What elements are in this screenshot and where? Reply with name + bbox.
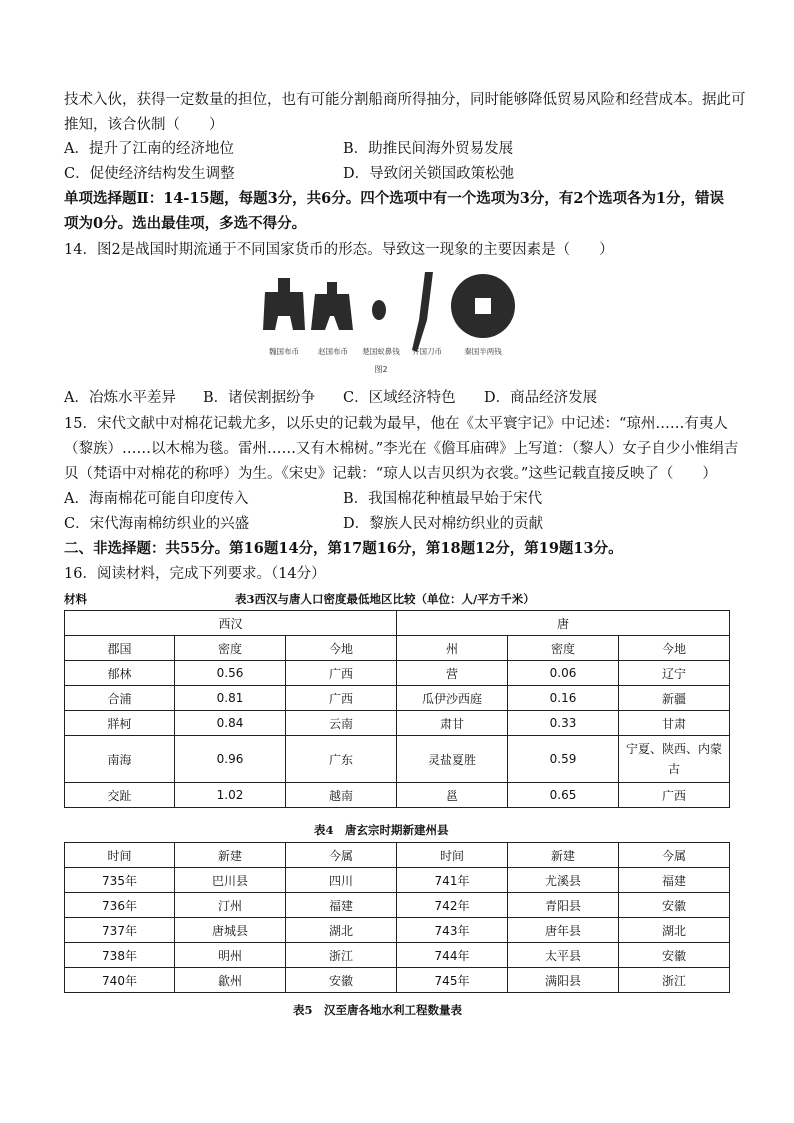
- table-3-column-header: 郡国: [65, 636, 175, 661]
- table-row: [65, 918, 730, 943]
- coin-label-qin: 秦国半两钱: [464, 347, 502, 356]
- table-3: [64, 610, 730, 808]
- table-3-group-header-row: [65, 611, 730, 636]
- table-cell: 郁林: [65, 661, 175, 686]
- table-cell: 0.59: [508, 736, 619, 783]
- table-cell: 安徽: [619, 943, 730, 968]
- coin-label-chu: 楚国蚁鼻钱: [362, 347, 400, 356]
- q14-option-b[interactable]: B．诸侯割据纷争: [203, 390, 316, 406]
- table-4-column-header: 新建: [508, 843, 619, 868]
- table-cell: 湖北: [286, 918, 397, 943]
- table-row: [65, 711, 730, 736]
- table-cell: 交趾: [65, 783, 175, 808]
- table-cell: 0.06: [508, 661, 619, 686]
- table-cell: 743年: [397, 918, 508, 943]
- table-3-group-header: 西汉: [65, 611, 397, 636]
- table-row: [65, 893, 730, 918]
- table-cell: 745年: [397, 968, 508, 993]
- figure-2-coins: [255, 268, 535, 378]
- table-cell: 0.81: [175, 686, 286, 711]
- table-4-column-header: 时间: [65, 843, 175, 868]
- q13-option-d[interactable]: D．导致闭关锁国政策松弛: [343, 166, 515, 182]
- table-cell: 明州: [175, 943, 286, 968]
- table-cell: 740年: [65, 968, 175, 993]
- table-cell: 0.33: [508, 711, 619, 736]
- q14-option-c[interactable]: C．区域经济特色: [343, 390, 456, 406]
- table-cell: 合浦: [65, 686, 175, 711]
- q14-stem: 14．图2是战国时期流通于不同国家货币的形态。导致这一现象的主要因素是（ ）: [64, 242, 614, 258]
- q15-stem-line2: （黎族）……以木棉为毯。雷州……又有木棉树。”李光在《儋耳庙碑》上写道：（黎人）女子自少小惟绢吉: [64, 441, 739, 457]
- table-cell: 福建: [286, 893, 397, 918]
- table-row: [65, 686, 730, 711]
- table-cell: 歙州: [175, 968, 286, 993]
- table-3-column-header: 州: [397, 636, 508, 661]
- table-row: [65, 736, 730, 783]
- table-cell: 新疆: [619, 686, 730, 711]
- section2-instructions-line1: 单项选择题Ⅱ：14-15题，每题3分，共6分。四个选项中有一个选项为3分，有2个选项各为1分，错误: [64, 190, 725, 207]
- table-cell: 1.02: [175, 783, 286, 808]
- table-3-caption: 表3西汉与唐人口密度最低地区比较（单位：人/平方千米）: [235, 592, 535, 606]
- table-cell: 0.96: [175, 736, 286, 783]
- material-label: 材料: [64, 592, 87, 606]
- table-4-caption: 表4 唐玄宗时期新建州县: [314, 823, 449, 837]
- table-4-column-header: 时间: [397, 843, 508, 868]
- table-cell: 广东: [286, 736, 397, 783]
- coin-label-zhao: 赵国布币: [318, 347, 348, 356]
- chu-ant-nose-coin-image: [372, 300, 386, 320]
- q15-option-d[interactable]: D．黎族人民对棉纺织业的贡献: [343, 516, 544, 532]
- table-row: [65, 943, 730, 968]
- table-cell: 0.56: [175, 661, 286, 686]
- table-cell: 宁夏、陕西、内蒙古: [619, 736, 730, 783]
- q16-stem: 16．阅读材料，完成下列要求。（14分）: [64, 566, 326, 582]
- table-cell: 唐城县: [175, 918, 286, 943]
- table-cell: 南海: [65, 736, 175, 783]
- table-4-header-row: [65, 843, 730, 868]
- table-4-column-header: 新建: [175, 843, 286, 868]
- table-cell: 湖北: [619, 918, 730, 943]
- table-4-column-header: 今属: [286, 843, 397, 868]
- table-3-column-header: 密度: [508, 636, 619, 661]
- table-cell: 741年: [397, 868, 508, 893]
- q13-option-b[interactable]: B．助推民间海外贸易发展: [343, 141, 514, 157]
- table-cell: 唐年县: [508, 918, 619, 943]
- table-cell: 浙江: [286, 943, 397, 968]
- q13-stem-line2: 推知，该合伙制（ ）: [64, 117, 224, 133]
- table-cell: 肃甘: [397, 711, 508, 736]
- table-cell: 邕: [397, 783, 508, 808]
- table-3-header-row: [65, 636, 730, 661]
- table-row: [65, 868, 730, 893]
- table-4-column-header: 今属: [619, 843, 730, 868]
- table-4: [64, 842, 730, 993]
- table-cell: 太平县: [508, 943, 619, 968]
- qi-knife-coin-image: [412, 272, 433, 352]
- table-cell: 737年: [65, 918, 175, 943]
- table-cell: 安徽: [286, 968, 397, 993]
- table-cell: 越南: [286, 783, 397, 808]
- table-cell: 735年: [65, 868, 175, 893]
- table-cell: 736年: [65, 893, 175, 918]
- table-row: [65, 968, 730, 993]
- table-cell: 738年: [65, 943, 175, 968]
- table-cell: 四川: [286, 868, 397, 893]
- table-cell: 巴川县: [175, 868, 286, 893]
- table-row: [65, 783, 730, 808]
- table-3-column-header: 今地: [619, 636, 730, 661]
- coin-label-qi: 齐国刀币: [412, 347, 442, 356]
- table-cell: 营: [397, 661, 508, 686]
- q15-option-b[interactable]: B．我国棉花种植最早始于宋代: [343, 491, 543, 507]
- table-cell: 青阳县: [508, 893, 619, 918]
- table-cell: 安徽: [619, 893, 730, 918]
- table-cell: 广西: [619, 783, 730, 808]
- table-5-caption: 表5 汉至唐各地水利工程数量表: [293, 1003, 462, 1017]
- table-cell: 广西: [286, 686, 397, 711]
- table-cell: 汀州: [175, 893, 286, 918]
- table-cell: 甘肃: [619, 711, 730, 736]
- table-cell: 0.84: [175, 711, 286, 736]
- table-cell: 0.65: [508, 783, 619, 808]
- table-cell: 云南: [286, 711, 397, 736]
- table-cell: 尤溪县: [508, 868, 619, 893]
- table-3-group-header: 唐: [397, 611, 730, 636]
- q13-option-a[interactable]: A．提升了江南的经济地位: [64, 141, 234, 157]
- wei-spade-coin-image: [263, 278, 305, 330]
- table-cell: 744年: [397, 943, 508, 968]
- table-row: [65, 661, 730, 686]
- qin-banliang-coin-image: [451, 274, 515, 338]
- q13-option-c[interactable]: C．促使经济结构发生调整: [64, 166, 235, 182]
- table-3-column-header: 密度: [175, 636, 286, 661]
- table-cell: 福建: [619, 868, 730, 893]
- q14-option-a[interactable]: A．冶炼水平差异: [64, 390, 176, 406]
- table-cell: 瓜伊沙西庭: [397, 686, 508, 711]
- table-cell: 牂柯: [65, 711, 175, 736]
- table-cell: 0.16: [508, 686, 619, 711]
- figure-2-caption: 图2: [374, 365, 388, 374]
- zhao-spade-coin-image: [311, 282, 353, 330]
- coin-label-wei: 魏国布币: [269, 347, 299, 356]
- table-cell: 742年: [397, 893, 508, 918]
- table-cell: 满阳县: [508, 968, 619, 993]
- q14-option-d[interactable]: D．商品经济发展: [484, 390, 598, 406]
- section2-instructions-line2: 项为0分。选出最佳项，多选不得分。: [64, 215, 307, 232]
- table-cell: 灵盐夏胜: [397, 736, 508, 783]
- q15-option-a[interactable]: A．海南棉花可能自印度传入: [64, 491, 249, 507]
- q15-stem-line3: 贝（梵语中对棉花的称呼）为生。《宋史》记载：“琼人以吉贝织为衣裳。”这些记载直接反映了（ ）: [64, 466, 717, 482]
- part2-heading: 二、非选择题：共55分。第16题14分，第17题16分，第18题12分，第19题13分。: [64, 540, 623, 557]
- q13-stem-line1: 技术入伙，获得一定数量的担位，也有可能分割船商所得抽分，同时能够降低贸易风险和经营成本。据此可: [64, 92, 746, 108]
- table-3-column-header: 今地: [286, 636, 397, 661]
- q15-stem-line1: 15．宋代文献中对棉花记载尤多，以乐史的记载为最早，他在《太平寰宇记》中记述：“琼州……有夷人: [64, 416, 728, 432]
- table-cell: 辽宁: [619, 661, 730, 686]
- q15-option-c[interactable]: C．宋代海南棉纺织业的兴盛: [64, 516, 250, 532]
- table-cell: 广西: [286, 661, 397, 686]
- table-cell: 浙江: [619, 968, 730, 993]
